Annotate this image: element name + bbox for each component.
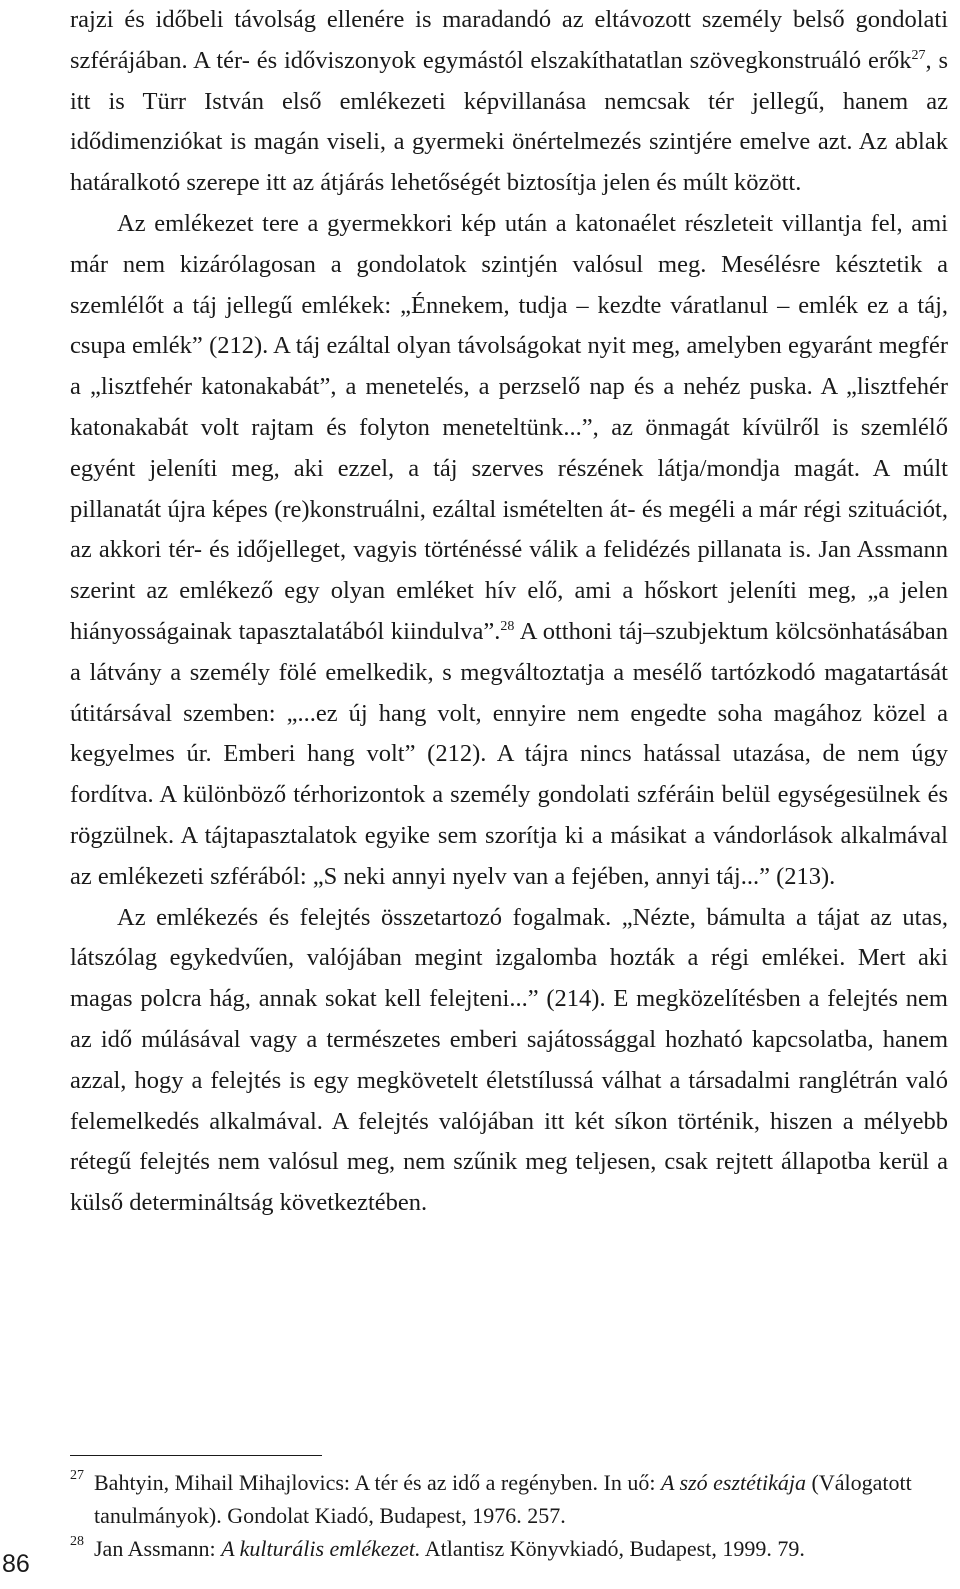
- footnotes: [70, 1466, 948, 1565]
- paragraph-text: Az emlékezés és felejtés összetartozó fogalmak. „Nézte, bámulta a tájat az utas, látszólag egykedvűen, valójában megint izgalomba hozták a régi emlékei. Mert aki magas polcra hág, annak sokat kell felejteni...” (214). E megközelítésben a felejtés nem az idő múlásával vagy a természetes emberi sajátossággal hozható kapcsolatba, hanem azzal, hogy a felejtés is egy megkövetelt életstílussá válhat a társadalmi ranglétrán való felemelkedés alkalmával. A felejtés valójában itt két síkon történik, hiszen a mélyebb rétegű felejtés nem valósul meg, nem szűnik meg teljesen, csak rejtett állapotba kerül a külső determináltság következtében.: [70, 903, 948, 1217]
- paragraph: [70, 898, 948, 1224]
- footnote: [70, 1466, 948, 1532]
- paragraph-text: rajzi és időbeli távolság ellenére is maradandó az eltávozott személy belső gondolati szférájában. A tér- és időviszonyok egymástól elszakíthatatlan szövegkonstruáló erők: [70, 6, 948, 74]
- page-body: [70, 0, 948, 1224]
- footnote-text: Bahtyin, Mihail Mihajlovics: A tér és az idő a regényben. In uő:: [94, 1470, 661, 1495]
- footnote-title: A szó esztétikája: [661, 1470, 807, 1495]
- footnote-number: 28: [70, 1534, 84, 1549]
- footnote-text: Jan Assmann:: [94, 1536, 222, 1561]
- body-text: [70, 0, 948, 1224]
- footnote-number: 27: [70, 1468, 84, 1483]
- paragraph-text: A otthoni táj–szubjektum kölcsönhatásában a látvány a személy fölé emelkedik, s megváltoztatja a mesélő tartózkodó magatartását útitársával szemben: „...ez új hang volt, ennyire nem engedte soha magához közel a kegyelmes úr. Emberi hang volt” (212). A tájra nincs hatással utazása, de nem úgy fordítva. A különböző térhorizontok a személy gondolati szféráin belül egységesülnek és rögzülnek. A tájtapasztalatok egyike sem szorítja ki a másikat a vándorlások alkalmával az emlékezeti szférából: „S neki annyi nyelv van a fejében, annyi táj...” (213).: [70, 617, 948, 890]
- paragraph-text: , s itt is Türr István első emlékezeti képvillanása nemcsak tér jellegű, hanem az idődimenziókat is magán viseli, a gyermeki önértelmezés szintjére emelve azt. Az ablak határalkotó szerepe itt az átjárás lehetőségét biztosítja jelen és múlt között.: [70, 46, 948, 197]
- paragraph-text: Az emlékezet tere a gyermekkori kép után a katonaélet részleteit villantja fel, ami már nem kizárólagosan a gondolatok szintjén valósul meg. Mesélésre késztetik a szemlélőt a táj jellegű emlékek: „Énnekem, tudja – kezdte váratlanul – emlék ez a táj, csupa emlék” (212). A táj ezáltal olyan távolságokat nyit meg, amelyben egyaránt megfér a „lisztfehér katonakabát”, a menetelés, a perzselő nap és a nehéz puska. A „lisztfehér katonakabát volt rajtam és folyton meneteltünk...”, az önmagát kívülről is szemlélő egyént jeleníti meg, aki ezzel, a táj szerves részének látja/mondja magát. A múlt pillanatát újra képes (re)konstruálni, ezáltal ismételten át- és megéli a már régi szituációt, az akkori tér- és időjelleget, vagyis történéssé válik a felidézés pillanata is. Jan Assmann szerint az emlékező egy olyan emléket hív elő, ami a hőskort jeleníti meg, „a jelen hiányosságainak tapasztalatából kiindulva”.: [70, 209, 948, 645]
- footnote: [70, 1532, 948, 1565]
- footnote-text: (Válogatott tanulmányok). Gondolat Kiadó, Budapest, 1976. 257.: [94, 1470, 912, 1528]
- footnote-reference: 27: [911, 47, 926, 63]
- footnote-reference: 28: [500, 618, 515, 634]
- paragraph: [70, 0, 948, 204]
- footnote-divider: [70, 1455, 322, 1456]
- paragraph: [70, 204, 948, 898]
- page-number: 86: [2, 1550, 30, 1578]
- footnote-text: Atlantisz Könyvkiadó, Budapest, 1999. 79.: [420, 1536, 805, 1561]
- footnote-title: A kulturális emlékezet.: [221, 1536, 421, 1561]
